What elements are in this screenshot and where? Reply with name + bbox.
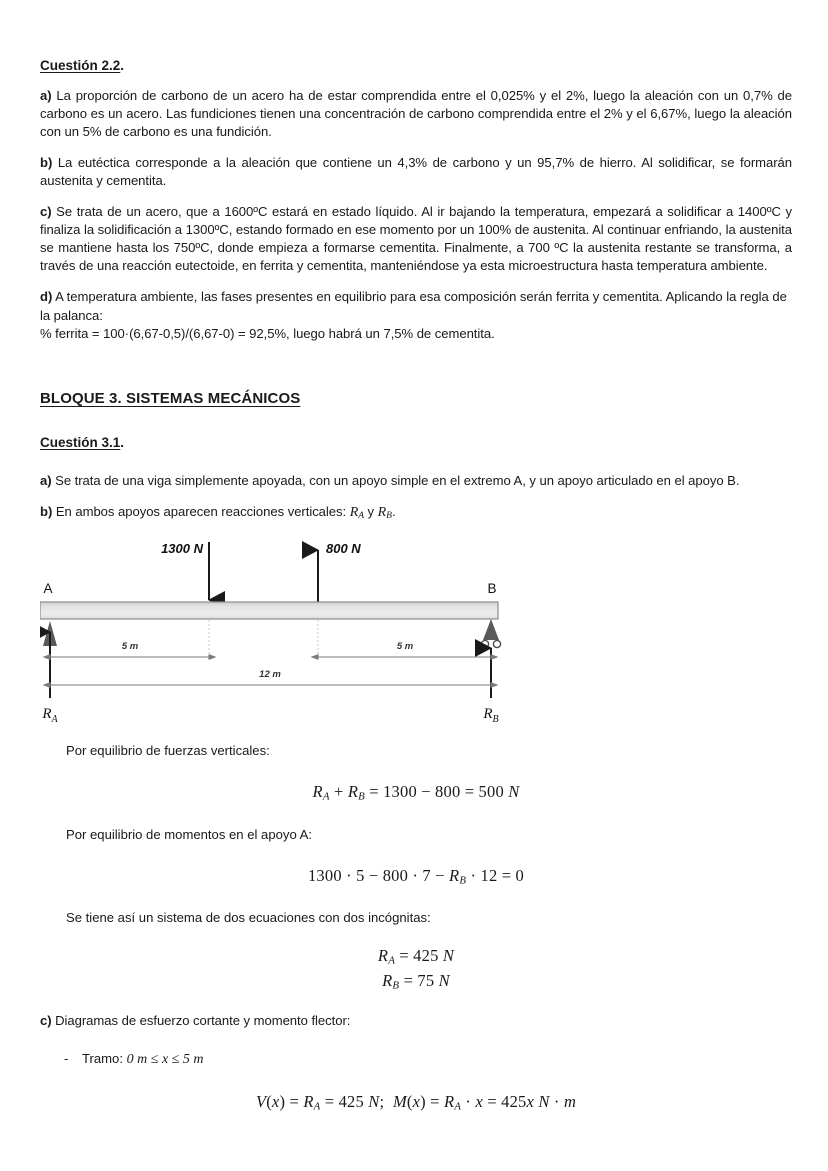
inline-math-rb: [378, 505, 392, 520]
support-label-a: A: [43, 580, 53, 596]
heading-cuestion-2-2-suffix: .: [120, 58, 125, 73]
roller-wheel-right-icon: [493, 640, 500, 647]
paragraph-c-text: Se trata de un acero, que a 1600ºC estará en estado líquido. Al ir bajando la temperatura, empezará a solidificar a 1400ºC y finaliza la solidificación a 1300ºC, estando formado en ese momento por un 100% de austenita. Al continuar enfriando, la austenita se mantiene hasta los 750ºC, donde empieza a formarse cementita. Finalmente, a 700 ºC la austenita restante se transforma, a través de una reacción eutectoide, en ferrita y cementita, manteniéndose ya esta microestructura hasta temperatura ambiente.: [40, 204, 792, 274]
paragraph-3-1-a: [40, 472, 792, 490]
paragraph-a-label: a): [40, 87, 52, 103]
paragraph-c: [40, 203, 792, 275]
paragraph-3-1-c: [40, 1012, 792, 1030]
beam-body: [40, 602, 498, 619]
reaction-label-rb: $R_B$: [483, 705, 499, 725]
inline-math-ra-base: R: [349, 504, 359, 520]
statement-system-intro: Se tiene así un sistema de dos ecuaciones con dos incógnitas:: [66, 910, 431, 926]
document-content: [40, 58, 792, 1115]
inline-math-rb-base: R: [377, 504, 387, 520]
paragraph-b: [40, 154, 792, 190]
equation-ra-result: $R_A = 425$ N: [377, 945, 455, 967]
support-right-triangle-icon: [483, 619, 499, 640]
paragraph-3-1-a-text: Se trata de una viga simplemente apoyada, con un apoyo simple en el extremo A, y un apoyo articulado en el apoyo B.: [51, 472, 740, 488]
paragraph-3-1-a-label: a): [40, 472, 52, 488]
paragraph-3-1-b-text-pre: En ambos apoyos aparecen reacciones verticales:: [52, 503, 350, 519]
support-label-b: B: [487, 580, 497, 596]
roller-wheel-left-icon: [481, 640, 488, 647]
tramo-dash: -: [64, 1051, 69, 1067]
statement-moment-equilibrium: Por equilibrio de momentos en el apoyo A:: [66, 826, 313, 842]
heading-cuestion-2-2: [40, 58, 792, 75]
paragraph-3-1-b: [40, 503, 792, 523]
inline-math-ra: [350, 505, 364, 520]
paragraph-3-1-c-text: Diagramas de esfuerzo cortante y momento flector:: [51, 1013, 351, 1029]
paragraph-d: [40, 288, 792, 324]
equation-rb-result: $R_B = 75$ N: [382, 970, 450, 992]
paragraph-a-text: La proporción de carbono de un acero ha de estar comprendida entre el 0,025% y el 2%, luego la aleación con un 0,7% de carbono es un acero. Las fundiciones tienen una concentración de carbono comprendida entre el 2% y el 6,67%, luego la aleación con un 5% de carbono es una fundición.: [40, 87, 792, 139]
paragraph-3-1-b-conj: y: [363, 503, 378, 519]
load-label-1300n: 1300 N: [161, 540, 203, 556]
statement-vertical-equilibrium: Por equilibrio de fuerzas verticales:: [66, 742, 270, 758]
lever-rule-line: % ferrita = 100·(6,67-0,5)/(6,67-0) = 92,5%, luego habrá un 7,5% de cementita.: [40, 325, 495, 341]
beam-diagram: [40, 536, 792, 736]
equation-vx-mx: $V(x) = R_A = 425$ N; $M(x) = R_A \cdot x = 425x$ N · m: [255, 1091, 577, 1113]
paragraph-b-label: b): [40, 155, 53, 171]
paragraph-d-text: A temperatura ambiente, las fases presentes en equilibrio para esa composición serán ferrita y cementita. Aplicando la regla de la palanca:: [40, 289, 787, 323]
tramo-bullet-row: [40, 1050, 792, 1070]
tramo-range: 0 m ≤ x ≤ 5 m: [126, 1052, 204, 1068]
reaction-label-ra: $R_A$: [42, 705, 58, 725]
heading-cuestion-3-1-suffix: .: [120, 434, 125, 450]
equation-moment-equilibrium: $1300 \cdot 5 - 800 \cdot 7 - R_B \cdot 12 = 0$: [307, 865, 525, 887]
beam-diagram-svg: [40, 536, 792, 736]
paragraph-3-1-c-label: c): [40, 1013, 52, 1029]
dimension-label-5m-right: 5 m: [396, 640, 414, 652]
paragraph-b-text: La eutéctica corresponde a la aleación que contiene un 4,3% de carbono y un 95,7% de hierro. Al solidificar, se formarán austenita y cementita.: [40, 155, 792, 189]
load-label-800n: 800 N: [326, 540, 361, 556]
paragraph-3-1-b-label: b): [40, 503, 53, 519]
inline-math-rb-sub: B: [386, 510, 392, 521]
equation-vertical-equilibrium: $R_A + R_B = 1300 - 800 = 500$ N: [312, 782, 520, 803]
paragraph-3-1-b-text-post: .: [391, 503, 396, 519]
inline-math-ra-sub: A: [358, 510, 364, 521]
dimension-label-12m: 12 m: [259, 668, 281, 680]
tramo-label: Tramo:: [82, 1051, 127, 1067]
paragraph-d-label: d): [40, 289, 53, 305]
paragraph-c-label: c): [40, 204, 52, 220]
heading-bloque-3: BLOQUE 3. SISTEMAS MECÁNICOS: [40, 389, 301, 407]
heading-cuestion-3-1-text: Cuestión 3.1: [40, 434, 121, 450]
paragraph-a: [40, 87, 792, 141]
dimension-label-5m-left: 5 m: [121, 640, 139, 652]
heading-cuestion-3-1: [40, 435, 792, 452]
heading-cuestion-2-2-text: Cuestión 2.2: [40, 58, 121, 73]
